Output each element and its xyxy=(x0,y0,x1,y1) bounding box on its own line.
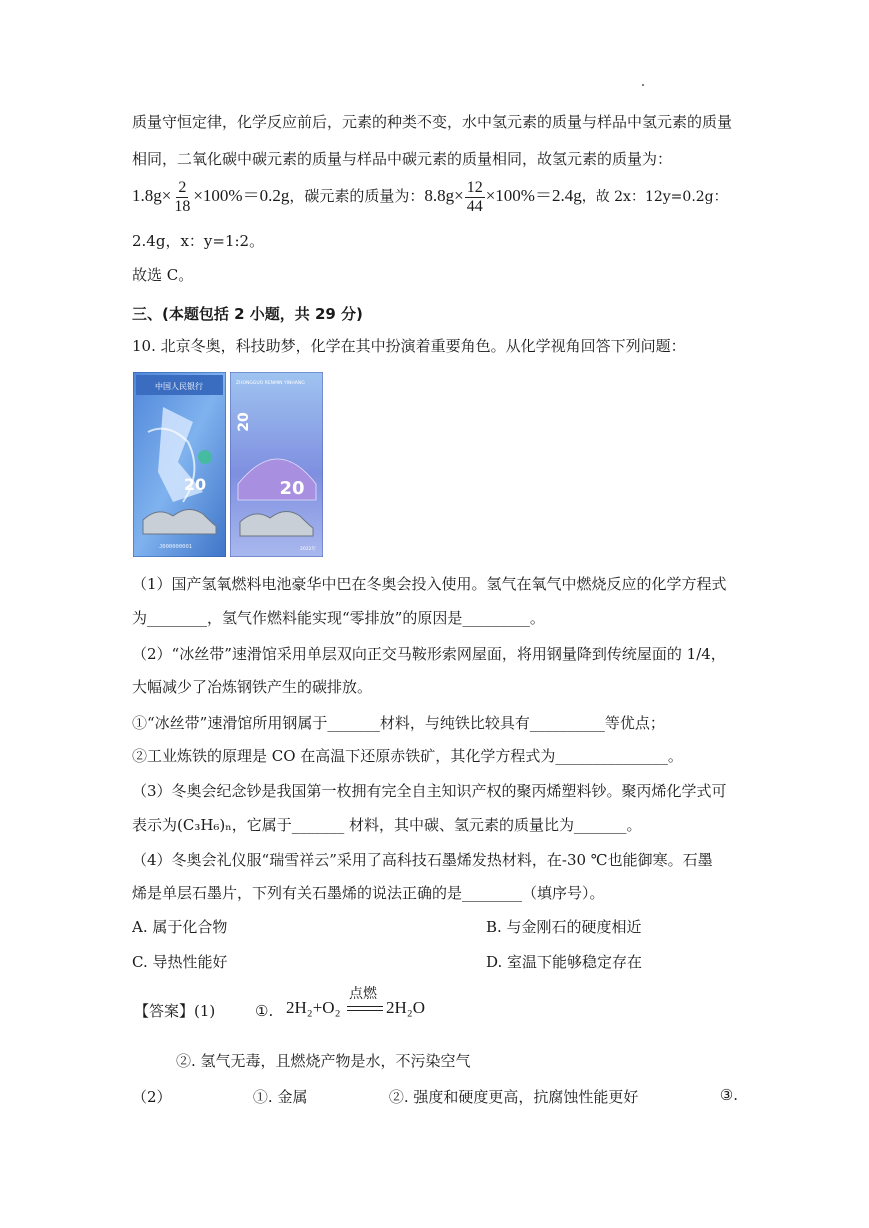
q1-line-a: （1）国产氢氧燃料电池豪华中巴在冬奥会投入使用。氢气在氧气中燃烧反应的化学方程式 xyxy=(132,575,727,593)
banknote-front-image xyxy=(133,372,226,557)
back-header: ZHONGGUO RENMIN YINHANG xyxy=(236,381,305,386)
formula-h-start: 1.8g× xyxy=(132,186,172,205)
fraction-denominator: 44 xyxy=(466,197,483,215)
text-line-4: 2.4g，x：y=1:2。 xyxy=(132,232,265,250)
fraction-numerator: 12 xyxy=(466,178,483,196)
q2-line-a: （2）“冰丝带”速滑馆采用单层双向正交马鞍形索网屋面，将用钢量降到传统屋面的 1/4， xyxy=(132,645,726,663)
answer-item-2: ②. 氢气无毒，且燃烧产物是水，不污染空气 xyxy=(176,1052,471,1070)
front-serial: J000000001 xyxy=(159,544,193,550)
fraction-2-18 xyxy=(172,179,192,216)
q4-line-b: 烯是单层石墨片，下列有关石墨烯的说法正确的是________（填序号）。 xyxy=(132,884,605,902)
answer-row-2-label: （2） xyxy=(132,1088,172,1106)
question-10: 10. 北京冬奥，科技助梦，化学在其中扮演着重要角色。从化学视角回答下列问题： xyxy=(132,337,686,355)
q2-line-c: ①“冰丝带”速滑馆所用钢属于_______材料，与纯铁比较具有__________等优点； xyxy=(132,714,665,732)
banknote-back-image xyxy=(230,372,323,557)
front-header: 中国人民银行 xyxy=(155,382,203,391)
fraction-numerator: 2 xyxy=(178,178,187,196)
q3-line-b: 表示为(C₃H₆)ₙ，它属于_______ 材料，其中碳、氢元素的质量比为_______。 xyxy=(132,816,642,834)
formula-ratio: ，故 2x：12y=0.2g： xyxy=(581,189,728,205)
section-heading: 三、(本题包括 2 小题，共 29 分) xyxy=(132,305,363,323)
text-line-5: 故选 C。 xyxy=(132,266,194,284)
equation-condition: 点燃 xyxy=(349,986,377,1002)
formula-h-end: ×100%＝0.2g xyxy=(193,186,290,205)
formula-text-carbon: ，碳元素的质量为： xyxy=(289,187,425,205)
option-b: B. 与金刚石的硬度相近 xyxy=(486,918,642,936)
q2-line-b: 大幅减少了冶炼钢铁产生的碳排放。 xyxy=(132,678,373,696)
formula-line xyxy=(132,176,728,217)
text-line-1: 质量守恒定律，化学反应前后，元素的种类不变，水中氢元素的质量与样品中氢元素的质量 xyxy=(132,113,733,131)
back-denomination: 20 xyxy=(279,478,305,499)
equation-bar-top xyxy=(347,1006,383,1007)
text-line-2: 相同，二氧化碳中碳元素的质量与样品中碳元素的质量相同，故氢元素的质量为： xyxy=(132,150,673,168)
answer-item-1: ①. xyxy=(255,1002,274,1020)
q2-line-d: ②工业炼铁的原理是 CO 在高温下还原赤铁矿，其化学方程式为_______________。 xyxy=(132,747,683,765)
option-c: C. 导热性能好 xyxy=(132,953,228,971)
formula-c-end: ×100%＝2.4g xyxy=(485,186,582,205)
fraction-12-44 xyxy=(465,179,485,216)
formula-c-start: 8.8g× xyxy=(424,186,464,205)
q1-line-b: 为________，氢气作燃料能实现“零排放”的原因是_________。 xyxy=(132,609,545,627)
option-a: A. 属于化合物 xyxy=(132,918,228,936)
q4-line-a: （4）冬奥会礼仪服“瑞雪祥云”采用了高科技石墨烯发热材料，在-30 ℃也能御寒。石墨 xyxy=(132,851,713,869)
back-year: 2022年 xyxy=(300,547,316,552)
answer-row-2-item-2: ②. 强度和硬度更高，抗腐蚀性能更好 xyxy=(388,1088,639,1106)
answer-row-2-item-3: ③. xyxy=(719,1086,738,1104)
equation-bar-bottom xyxy=(347,1010,383,1011)
equation-left: 2H₂+O₂ xyxy=(286,998,341,1017)
equation-right: 2H₂O xyxy=(386,998,425,1017)
front-denomination: 20 xyxy=(183,475,207,494)
answer-row-2-item-1: ①. 金属 xyxy=(252,1088,308,1106)
answer-label: 【答案】(1) xyxy=(134,1002,216,1020)
fraction-denominator: 18 xyxy=(174,197,191,215)
answer-row-2 xyxy=(132,1086,738,1106)
option-d: D. 室温下能够稳定存在 xyxy=(486,953,643,971)
back-denomination-vertical: 20 xyxy=(236,412,252,432)
page-dot xyxy=(642,84,644,86)
q3-line-a: （3）冬奥会纪念钞是我国第一枚拥有完全自主知识产权的聚丙烯塑料钞。聚丙烯化学式可 xyxy=(132,782,727,800)
